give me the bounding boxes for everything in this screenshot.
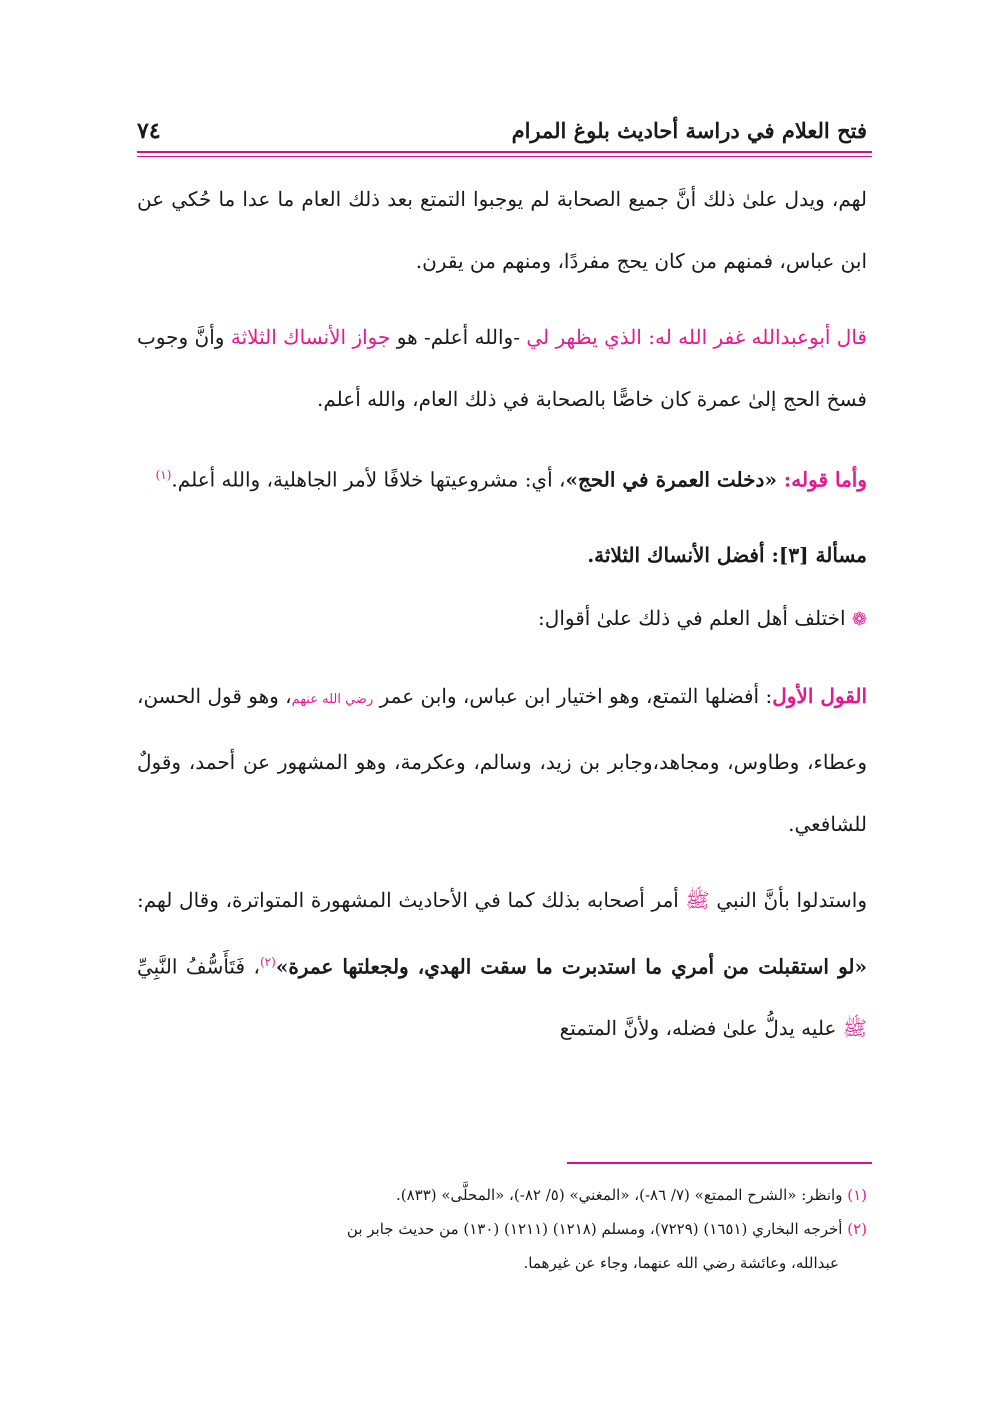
section-heading: مسألة [٣]: أفضل الأنساك الثلاثة. [587, 542, 867, 567]
header-rule-thin [137, 156, 872, 157]
book-title: فتح العلام في دراسة أحاديث بلوغ المرام [511, 118, 867, 143]
hadith-quote-2: «لو استقبلت من أمري ما استدبرت ما سقت الهدي، ولجعلتها عمرة» [275, 954, 867, 979]
footnote-1 [137, 1180, 867, 1210]
paragraph-6-text-2: أمر أصحابه بذلك كما في الأحاديث المشهورة المتواترة، وقال لهم: [137, 887, 686, 912]
paragraph-6 [137, 869, 867, 1060]
paragraph-6-text-3: ، فَتَأَسُّفُ النَّبِيِّ [137, 954, 260, 979]
hadith-quote: «دخلت العمرة في الحج» [565, 467, 777, 492]
paragraph-5-text-1: : أفضلها التمتع، وهو اختيار ابن عباس، وابن عمر [373, 683, 773, 708]
footnote-2-continued [137, 1248, 867, 1278]
footnote-ref-2[interactable]: (٢) [259, 954, 276, 969]
footnote-2-number: (٢) [847, 1220, 867, 1238]
paragraph-4 [137, 587, 867, 651]
paragraph-5 [137, 665, 867, 855]
paragraph-4-text: اختلف أهل العلم في ذلك علىٰ أقوال: [538, 605, 852, 630]
author-opinion-lead: قال أبوعبدالله غفر الله له: الذي يظهر لي [526, 325, 867, 349]
paragraph-6-text-4: عليه يدلُّ علىٰ فضله، ولأنَّ المتمتع [559, 1016, 843, 1041]
salawat-icon-2: ﷺ [842, 1016, 867, 1041]
paragraph-6-text-1: واستدلوا بأنَّ النبي [709, 887, 867, 912]
honorific-icon: رضي الله عنهم [291, 691, 374, 707]
footnote-1-text: وانظر: «الشرح الممتع» (٧/ ٨٦-)، «المغني» (٥/ ٨٢-)، «المحلَّى» (٨٣٣). [395, 1186, 848, 1204]
footnote-2-text: أخرجه البخاري (١٦٥١) (٧٢٢٩)، ومسلم (١٢١٨) (١٢١١) (١٣٠) من حديث جابر بن [346, 1220, 848, 1238]
paragraph-5-text-2: ، وهو قول الحسن، وعطاء، وطاوس، ومجاهد،وجابر بن زيد، وسالم، وعكرمة، وهو المشهور عن أحمد، وقولٌ للشافعي. [137, 683, 867, 836]
main-text [137, 168, 867, 1073]
footnote-1-number: (١) [847, 1186, 867, 1204]
header-rule-thick [137, 151, 872, 153]
paragraph-1 [137, 168, 867, 292]
paragraph-3-lead: وأما قوله: [776, 467, 867, 492]
footnote-separator [567, 1162, 872, 1164]
paragraph-3-rest: ، أي: مشروعيتها خلافًا لأمر الجاهلية، والله أعلم. [171, 467, 566, 492]
footnote-ref-1[interactable]: (١) [155, 468, 172, 482]
paragraph-3 [137, 444, 867, 511]
first-opinion-label: القول الأول [772, 683, 867, 708]
footnotes [137, 1180, 867, 1282]
flower-icon: ❁ [851, 608, 867, 630]
footnote-2-cont-text: عبدالله، وعائشة رضي الله عنهما، وجاء عن غيرهما. [523, 1254, 839, 1272]
highlight-three-rites: جواز الأنساك الثلاثة [230, 325, 391, 349]
page-number: ٧٤ [137, 118, 161, 144]
paragraph-2-mid: -والله أعلم- هو [390, 325, 527, 349]
paragraph-2 [137, 306, 867, 430]
footnote-2 [137, 1214, 867, 1244]
salawat-icon: ﷺ [685, 887, 710, 912]
paragraph-2-rest: وأنَّ وجوب فسخ الحج إلىٰ عمرة كان خاصًّا بالصحابة في ذلك العام، والله أعلم. [137, 325, 867, 411]
paragraph-1-text: لهم، ويدل علىٰ ذلك أنَّ جميع الصحابة لم يوجبوا التمتع بعد ذلك العام ما عدا ما حُكي عن ابن عباس، فمنهم من كان يحج مفردًا، ومنهم من يقرن. [137, 187, 867, 273]
running-header [137, 112, 867, 154]
